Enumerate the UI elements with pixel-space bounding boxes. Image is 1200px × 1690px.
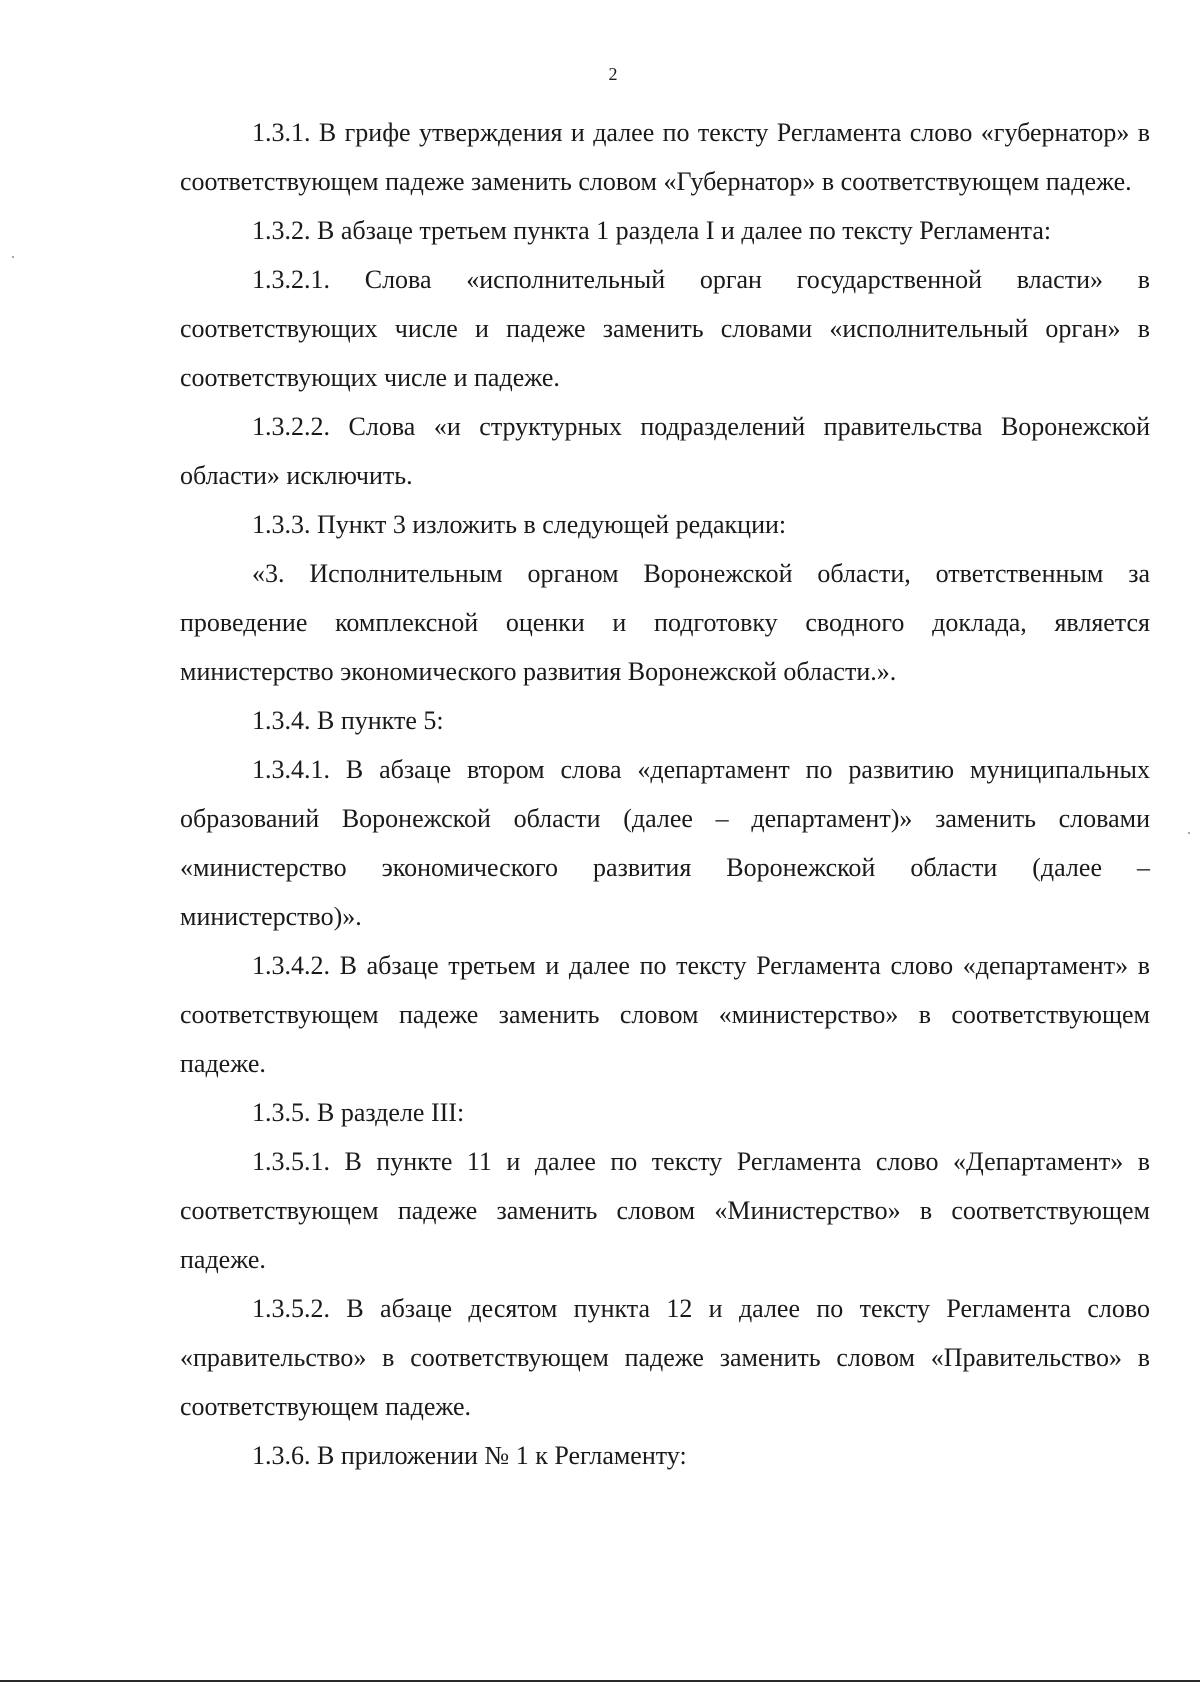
scan-artifact — [12, 256, 14, 258]
paragraph-1-3-4-1: 1.3.4.1. В абзаце втором слова «департамент по развитию муниципальных образований Воронежской области (далее – департамент)» заменить словами «министерство экономического развития Воронежской области (далее – министерство)». — [180, 755, 1150, 931]
page-number: 2 — [608, 64, 618, 84]
scan-artifact — [1188, 832, 1190, 834]
paragraph-1-3-5-2: 1.3.5.2. В абзаце десятом пункта 12 и далее по тексту Регламента слово «правительство» в соответствующем падеже заменить словом «Правительство» в соответствующем падеже. — [180, 1294, 1150, 1421]
paragraph-1-3-5-1: 1.3.5.1. В пункте 11 и далее по тексту Регламента слово «Департамент» в соответствующем падеже заменить словом «Министерство» в соответствующем падеже. — [180, 1147, 1150, 1274]
paragraph-1-3-2-1: 1.3.2.1. Слова «исполнительный орган государственной власти» в соответствующих числе и падеже заменить словами «исполнительный орган» в соответствующих числе и падеже. — [180, 265, 1150, 392]
page-bottom-edge — [0, 1680, 1200, 1682]
paragraph-1-3-2: 1.3.2. В абзаце третьем пункта 1 раздела I и далее по тексту Регламента: — [252, 216, 1052, 245]
paragraph-1-3-4: 1.3.4. В пункте 5: — [252, 706, 444, 735]
paragraph-1-3-2-2: 1.3.2.2. Слова «и структурных подразделений правительства Воронежской области» исключить. — [180, 412, 1150, 490]
paragraph-1-3-6: 1.3.6. В приложении № 1 к Регламенту: — [252, 1441, 687, 1470]
paragraph-1-3-5: 1.3.5. В разделе III: — [252, 1098, 465, 1127]
paragraph-1-3-1: 1.3.1. В грифе утверждения и далее по тексту Регламента слово «губернатор» в соответствующем падеже заменить словом «Губернатор» в соответствующем падеже. — [180, 118, 1150, 196]
paragraph-1-3-4-2: 1.3.4.2. В абзаце третьем и далее по тексту Регламента слово «департамент» в соответствующем падеже заменить словом «министерство» в соответствующем падеже. — [180, 951, 1150, 1078]
paragraph-1-3-3: 1.3.3. Пункт 3 изложить в следующей редакции: — [252, 510, 787, 539]
document-body — [180, 108, 1150, 1480]
paragraph-quote-3: «3. Исполнительным органом Воронежской области, ответственным за проведение комплексной оценки и подготовку сводного доклада, является министерство экономического развития Воронежской области.». — [180, 559, 1150, 686]
